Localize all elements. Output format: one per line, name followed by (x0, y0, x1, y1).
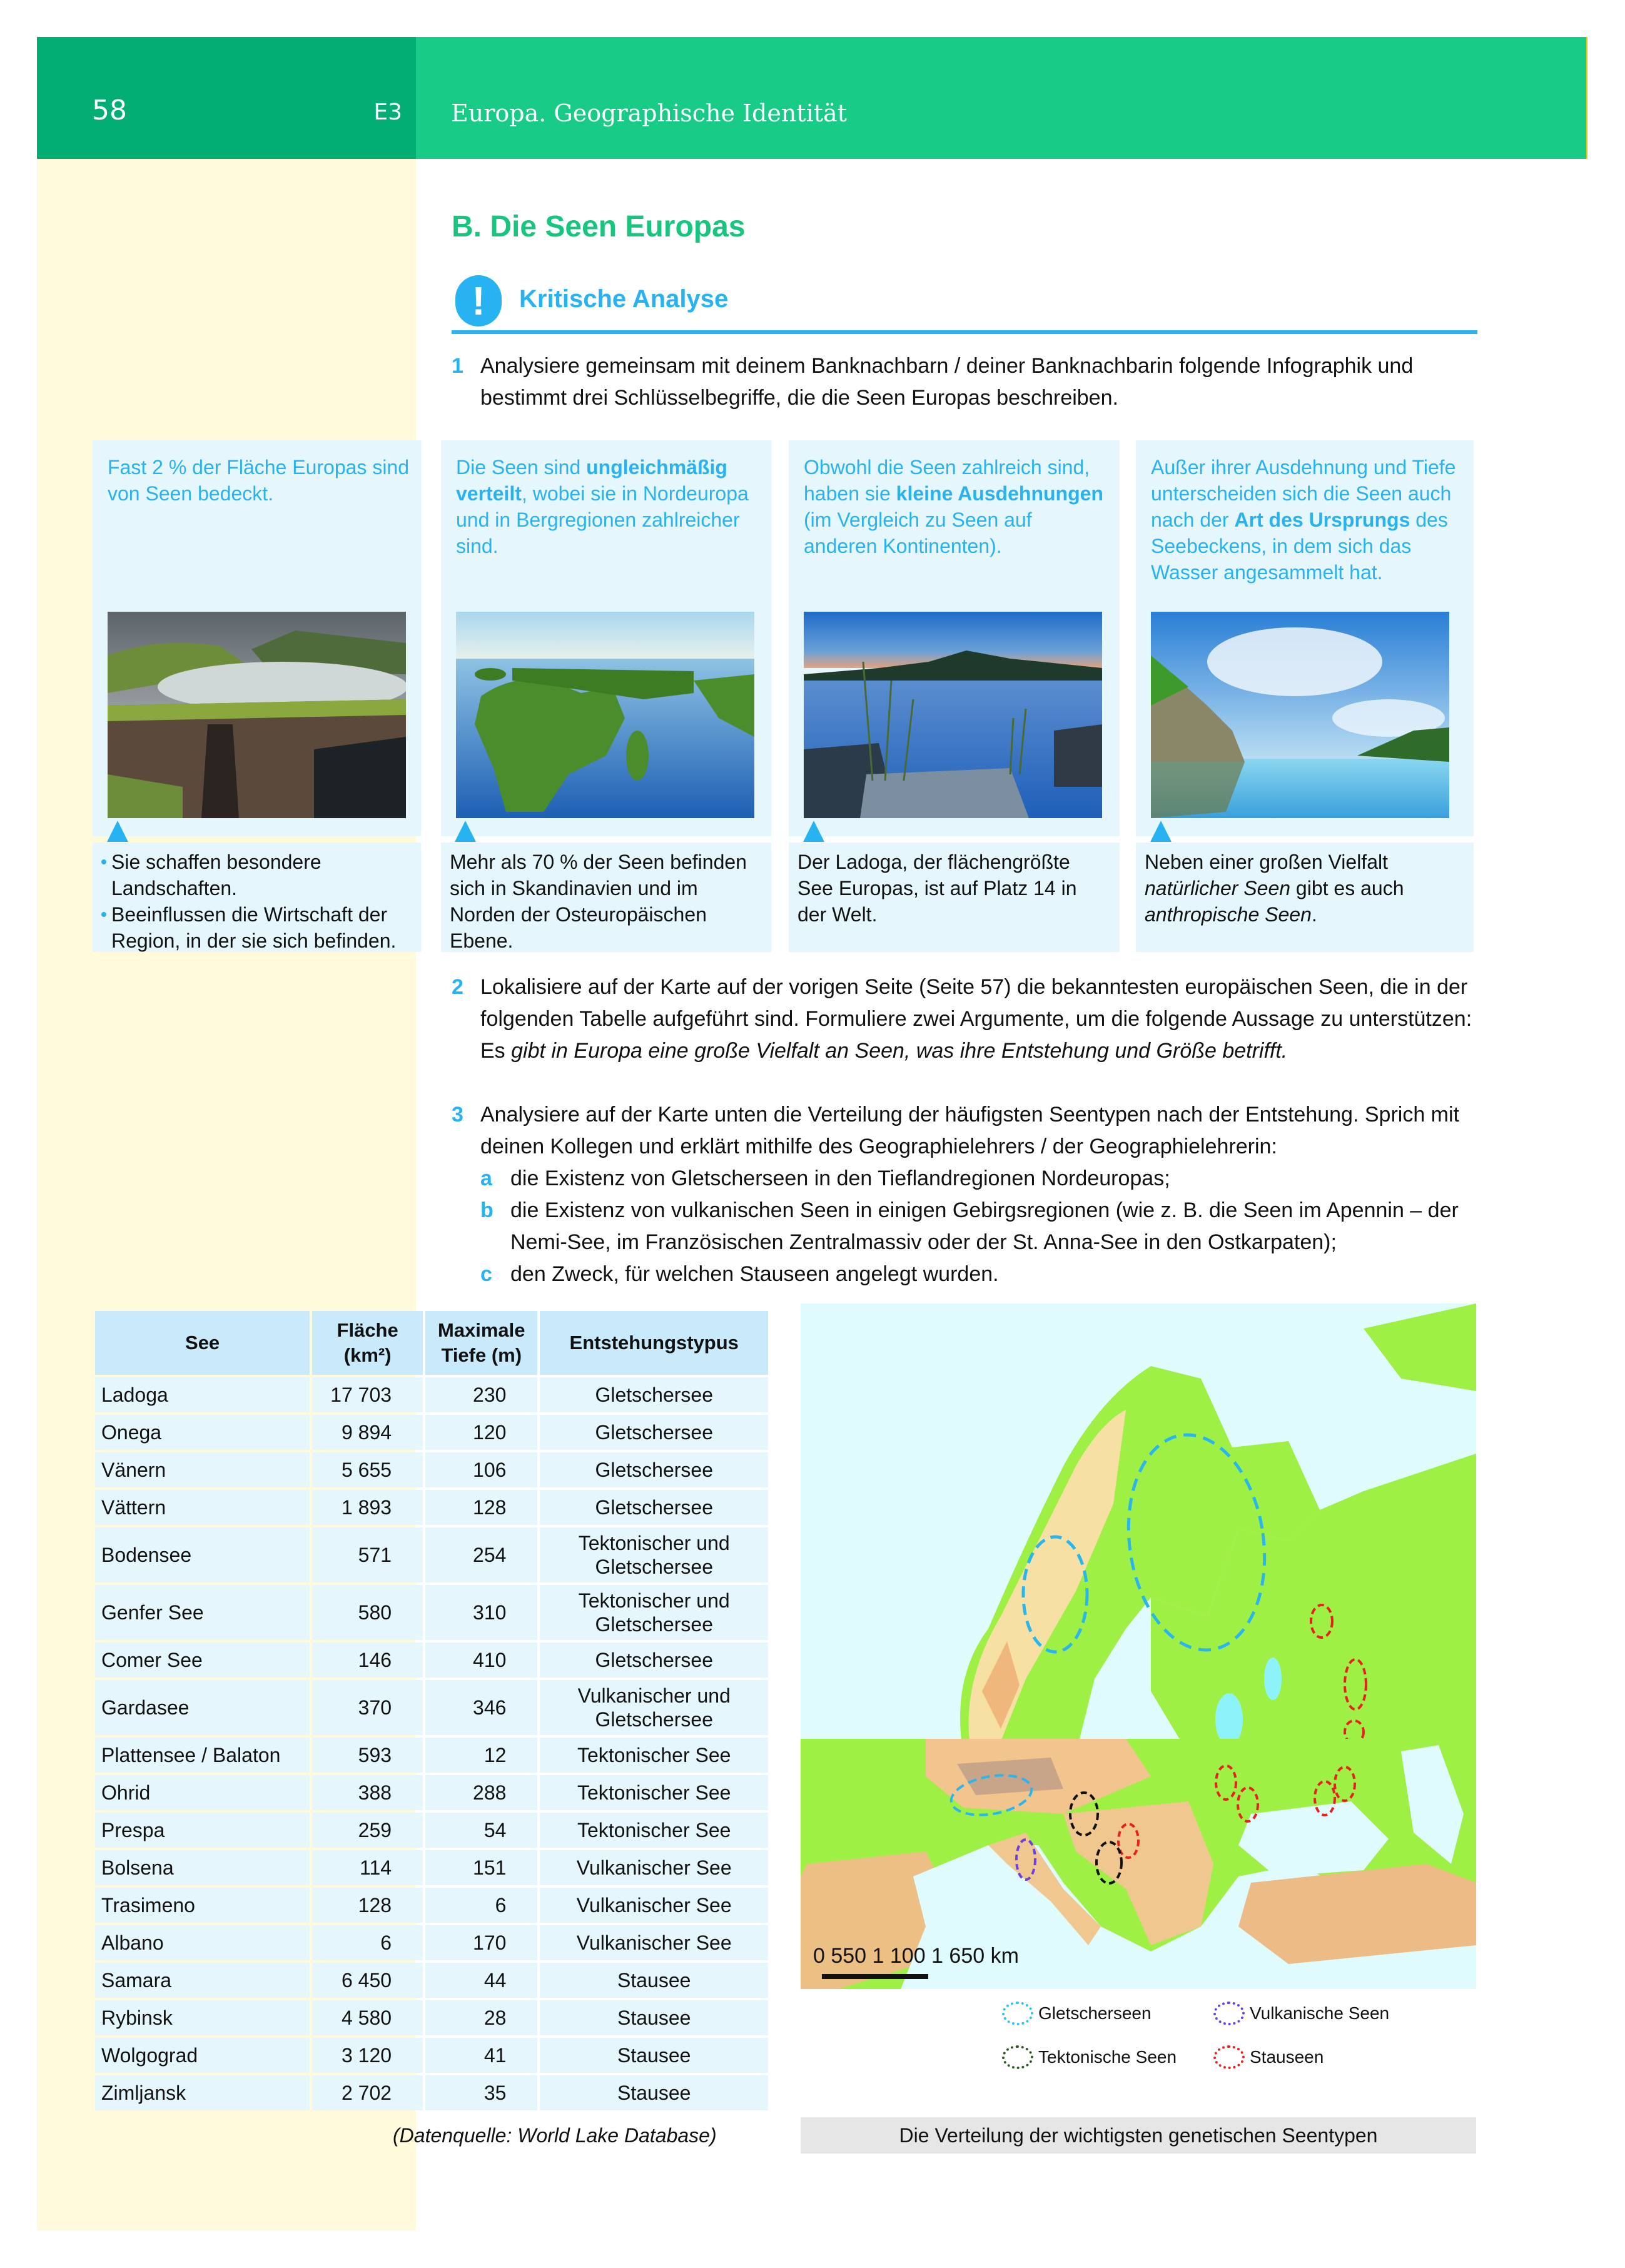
lake-photo-dusk (804, 612, 1102, 818)
cell-tiefe: 41 (425, 2038, 537, 2073)
pointer-arrow-icon (455, 821, 476, 842)
table-row (95, 1680, 768, 1735)
legend-label: Vulkanische Seen (1250, 2003, 1390, 2023)
info-card-3 (789, 440, 1120, 836)
task-number: 1 (452, 354, 463, 378)
cell-typus: Stausee (540, 2000, 768, 2035)
cell-tiefe: 128 (425, 1490, 537, 1525)
info-card-4 (1136, 440, 1474, 836)
cell-flaeche: 6 (312, 1925, 423, 1960)
cell-tiefe: 12 (425, 1738, 537, 1773)
task-2 (452, 971, 1477, 1067)
cell-tiefe: 346 (425, 1680, 537, 1735)
dotted-ellipse-icon (1002, 2002, 1033, 2025)
dotted-ellipse-icon (1002, 2045, 1033, 2069)
task-1 (452, 350, 1477, 414)
critical-analysis-heading (452, 275, 1477, 334)
legend-item-vulkanische-seen (1213, 2002, 1389, 2025)
cell-typus: Tektonischer und Gletschersee (540, 1527, 768, 1582)
task-3-item-a (480, 1163, 1477, 1195)
cell-typus: Vulkanischer See (540, 1925, 768, 1960)
table-row (95, 1850, 768, 1885)
cell-tiefe: 151 (425, 1850, 537, 1885)
exclamation-icon: ! (455, 275, 502, 327)
column-header-see: See (95, 1311, 310, 1375)
cell-tiefe: 44 (425, 1963, 537, 1998)
item-letter: a (480, 1167, 492, 1190)
cell-tiefe: 288 (425, 1775, 537, 1810)
cell-see: Ladoga (95, 1377, 310, 1412)
data-source-note: (Datenquelle: World Lake Database) (393, 2124, 717, 2147)
table-row (95, 1452, 768, 1487)
cell-tiefe: 120 (425, 1415, 537, 1450)
task-text: Lokalisiere auf der Karte auf der vorigen Seite (Seite 57) die bekanntesten europäischen Seen, die in der folgenden Tabelle aufgeführt sind. Formuliere zwei Argumente, um die folgende Aussage zu unterstützen: Es gibt in Europa eine große Vielfalt an Seen, was ihre Entstehung und Größe betrifft. (480, 975, 1472, 1063)
task-3 (452, 1099, 1477, 1290)
legend-label: Stauseen (1250, 2047, 1324, 2067)
cell-tiefe: 170 (425, 1925, 537, 1960)
info-caption-4: Neben einer großen Vielfalt natürlicher Seen gibt es auch anthropische Seen. (1136, 843, 1474, 952)
table-row (95, 1963, 768, 1998)
cell-flaeche: 571 (312, 1527, 423, 1582)
info-caption-3: Der Ladoga, der flächengrößte See Europas, ist auf Platz 14 in der Welt. (789, 843, 1120, 952)
cell-typus: Stausee (540, 2038, 768, 2073)
cell-see: Bolsena (95, 1850, 310, 1885)
cell-flaeche: 388 (312, 1775, 423, 1810)
legend-label: Gletscherseen (1038, 2003, 1152, 2023)
task-text: Analysiere auf der Karte unten die Verteilung der häufigsten Seentypen nach der Entstehung. Sprich mit deinen Kollegen und erklärt mithilfe des Geographielehrers / der Geographielehrerin: (480, 1103, 1459, 1158)
caption-bullet: Beeinflussen die Wirtschaft der Region, in der sie sich befinden. (101, 901, 412, 954)
table-row (95, 2038, 768, 2073)
chapter-code: E3 (373, 99, 402, 125)
table-row (95, 1775, 768, 1810)
cell-tiefe: 230 (425, 1377, 537, 1412)
table-row (95, 1415, 768, 1450)
legend-item-tektonische-seen (1002, 2045, 1177, 2069)
lake-photo-islands (456, 612, 754, 818)
pointer-arrow-icon (107, 821, 128, 842)
cell-see: Rybinsk (95, 2000, 310, 2035)
table-row (95, 1490, 768, 1525)
cell-see: Plattensee / Balaton (95, 1738, 310, 1773)
cell-see: Prespa (95, 1813, 310, 1848)
info-text: Außer ihrer Ausdehnung und Tiefe unterscheiden sich die Seen auch nach der Art des Ursprungs des Seebeckens, in dem sich das Wasser angesammelt hat. (1151, 456, 1456, 584)
info-text: Fast 2 % der Fläche Europas sind von Seen bedeckt. (108, 456, 410, 505)
cell-flaeche: 4 580 (312, 2000, 423, 2035)
item-text: den Zweck, für welchen Stauseen angelegt wurden. (510, 1262, 999, 1286)
cell-typus: Tektonischer See (540, 1738, 768, 1773)
table-row (95, 1527, 768, 1582)
cell-flaeche: 128 (312, 1888, 423, 1923)
table-header-row (95, 1311, 768, 1375)
caption-bullets (101, 849, 412, 954)
cell-typus: Gletschersee (540, 1377, 768, 1412)
info-caption-2: Mehr als 70 % der Seen befinden sich in Skandinavien und im Norden der Osteuropäischen Ebene. (441, 843, 771, 952)
cell-typus: Stausee (540, 2075, 768, 2110)
cell-see: Samara (95, 1963, 310, 1998)
task-number: 3 (452, 1103, 463, 1126)
cell-tiefe: 35 (425, 2075, 537, 2110)
cell-flaeche: 580 (312, 1585, 423, 1640)
column-header-tiefe: Maximale Tiefe (m) (425, 1311, 537, 1375)
cell-flaeche: 593 (312, 1738, 423, 1773)
cell-flaeche: 1 893 (312, 1490, 423, 1525)
cell-see: Comer See (95, 1643, 310, 1678)
cell-typus: Tektonischer See (540, 1813, 768, 1848)
cell-see: Ohrid (95, 1775, 310, 1810)
critical-analysis-label: Kritische Analyse (519, 285, 729, 313)
task-number: 2 (452, 975, 463, 999)
cell-typus: Vulkanischer und Gletschersee (540, 1680, 768, 1735)
cell-flaeche: 370 (312, 1680, 423, 1735)
cell-see: Vättern (95, 1490, 310, 1525)
caption-bullet: Sie schaffen besondere Landschaften. (101, 849, 412, 901)
cell-typus: Tektonischer und Gletschersee (540, 1585, 768, 1640)
lake-photo-reservoir (1151, 612, 1449, 818)
cell-flaeche: 2 702 (312, 2075, 423, 2110)
cell-typus: Stausee (540, 1963, 768, 1998)
table-row (95, 1813, 768, 1848)
section-title: B. Die Seen Europas (452, 210, 746, 243)
cell-flaeche: 9 894 (312, 1415, 423, 1450)
dotted-ellipse-icon (1213, 2045, 1245, 2069)
cell-tiefe: 28 (425, 2000, 537, 2035)
cell-tiefe: 410 (425, 1643, 537, 1678)
table-row (95, 1888, 768, 1923)
cell-typus: Gletschersee (540, 1415, 768, 1450)
cell-typus: Tektonischer See (540, 1775, 768, 1810)
legend-item-gletscherseen (1002, 2002, 1152, 2025)
chapter-title: Europa. Geographische Identität (451, 99, 847, 127)
cell-see: Onega (95, 1415, 310, 1450)
pointer-arrow-icon (803, 821, 824, 842)
cell-tiefe: 54 (425, 1813, 537, 1848)
item-text: die Existenz von vulkanischen Seen in einigen Gebirgsregionen (wie z. B. die Seen im Apennin – der Nemi-See, im Französischen Zentralmassiv oder der St. Anna-See in den Ostkarpaten); (510, 1198, 1459, 1254)
task-3-item-c (480, 1258, 1477, 1290)
table-row (95, 1738, 768, 1773)
cell-typus: Gletschersee (540, 1452, 768, 1487)
lakes-table (93, 1309, 771, 2113)
column-header-typus: Entstehungstypus (540, 1311, 768, 1375)
info-text: Die Seen sind ungleichmäßig verteilt, wobei sie in Nordeuropa und in Bergregionen zahlreicher sind. (456, 456, 749, 557)
item-text: die Existenz von Gletscherseen in den Tieflandregionen Nordeuropas; (510, 1167, 1170, 1190)
page-header (37, 37, 1587, 159)
table-row (95, 1925, 768, 1960)
info-text: Obwohl die Seen zahlreich sind, haben sie kleine Ausdehnungen (im Vergleich zu Seen auf anderen Kontinenten). (804, 456, 1103, 557)
task-3-item-b (480, 1195, 1477, 1258)
cell-typus: Gletschersee (540, 1643, 768, 1678)
info-caption-1 (93, 843, 421, 952)
cell-tiefe: 106 (425, 1452, 537, 1487)
table-row (95, 1585, 768, 1640)
table-row (95, 2075, 768, 2110)
map-caption: Die Verteilung der wichtigsten genetischen Seentypen (801, 2117, 1476, 2154)
cell-flaeche: 6 450 (312, 1963, 423, 1998)
legend-item-stauseen (1213, 2045, 1324, 2069)
cell-flaeche: 5 655 (312, 1452, 423, 1487)
dotted-ellipse-icon (1213, 2002, 1245, 2025)
cell-flaeche: 259 (312, 1813, 423, 1848)
info-card-2 (441, 440, 771, 836)
cell-typus: Vulkanischer See (540, 1850, 768, 1885)
cell-see: Wolgograd (95, 2038, 310, 2073)
task-text: Analysiere gemeinsam mit deinem Banknachbarn / deiner Banknachbarin folgende Infographik und bestimmt drei Schlüsselbegriffe, die die Seen Europas beschreiben. (480, 354, 1414, 410)
table-row (95, 1643, 768, 1678)
item-letter: c (480, 1262, 492, 1286)
pointer-arrow-icon (1150, 821, 1172, 842)
map-legend (801, 1989, 1476, 2114)
legend-label: Tektonische Seen (1038, 2047, 1177, 2067)
scale-line (822, 1974, 928, 1979)
cell-typus: Vulkanischer See (540, 1888, 768, 1923)
cell-see: Trasimeno (95, 1888, 310, 1923)
cell-tiefe: 254 (425, 1527, 537, 1582)
cell-flaeche: 3 120 (312, 2038, 423, 2073)
cell-tiefe: 6 (425, 1888, 537, 1923)
map-scale-bar (813, 1944, 1019, 1982)
header-left (37, 37, 416, 159)
cell-see: Bodensee (95, 1527, 310, 1582)
column-header-flaeche: Fläche (km²) (312, 1311, 423, 1375)
cell-flaeche: 146 (312, 1643, 423, 1678)
cell-see: Albano (95, 1925, 310, 1960)
cell-see: Zimljansk (95, 2075, 310, 2110)
cell-see: Gardasee (95, 1680, 310, 1735)
cell-tiefe: 310 (425, 1585, 537, 1640)
cell-see: Genfer See (95, 1585, 310, 1640)
lake-photo-cliff (108, 612, 406, 818)
header-right (416, 37, 1587, 159)
cell-flaeche: 17 703 (312, 1377, 423, 1412)
cell-flaeche: 114 (312, 1850, 423, 1885)
page-number: 58 (92, 94, 127, 126)
table-row (95, 1377, 768, 1412)
table-row (95, 2000, 768, 2035)
item-letter: b (480, 1198, 494, 1222)
scale-labels: 0 550 1 100 1 650 km (813, 1944, 1019, 1968)
cell-see: Vänern (95, 1452, 310, 1487)
cell-typus: Gletschersee (540, 1490, 768, 1525)
info-card-1 (93, 440, 421, 836)
